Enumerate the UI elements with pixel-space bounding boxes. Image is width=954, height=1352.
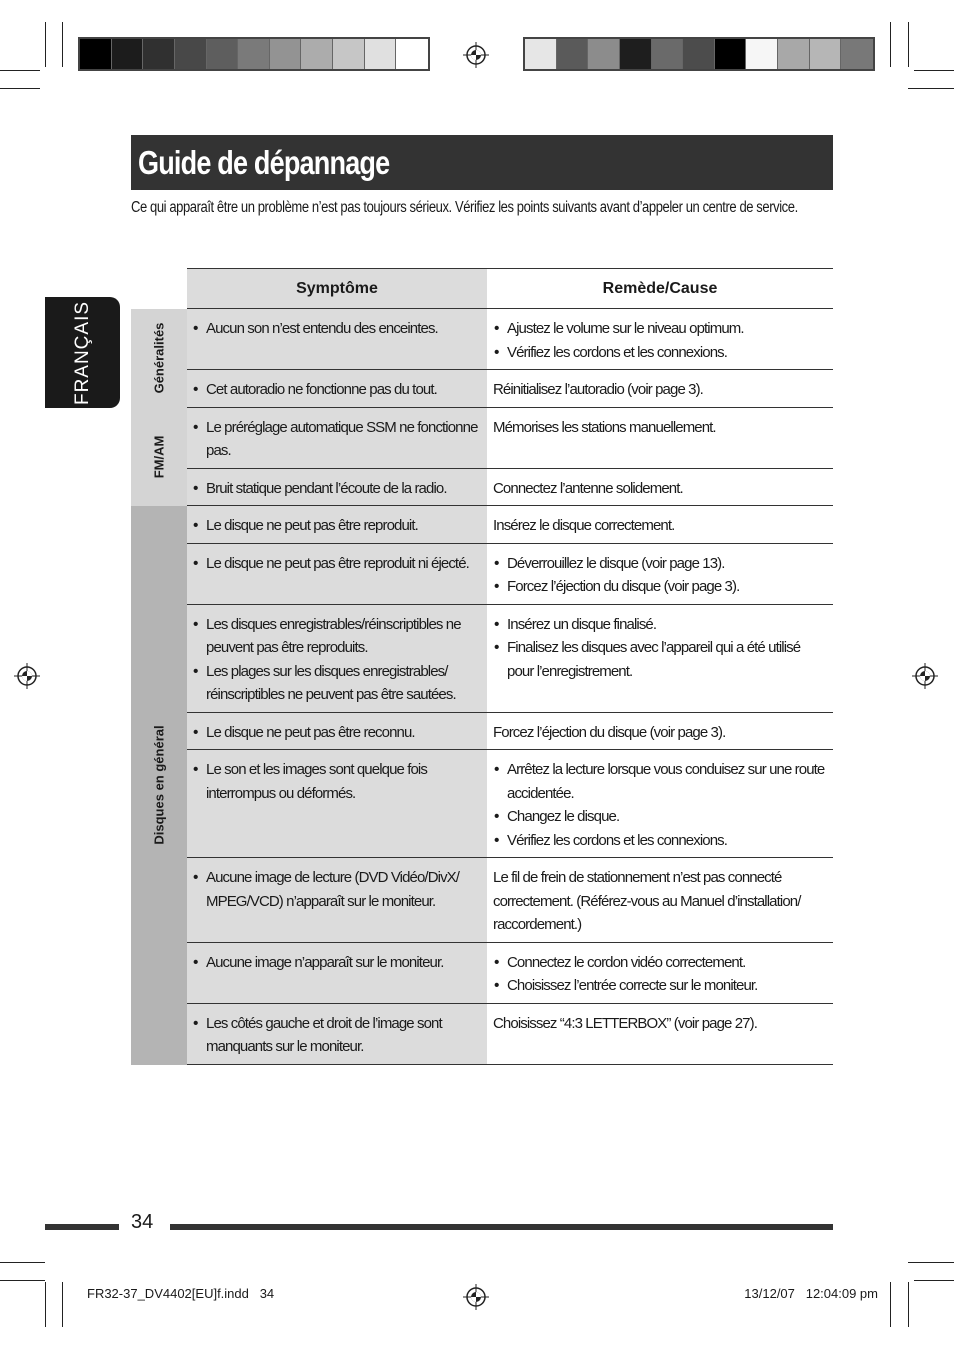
symptom-item bbox=[192, 514, 481, 538]
remedy-item bbox=[493, 341, 827, 365]
remedy-cell bbox=[487, 309, 833, 369]
crop-mark bbox=[62, 1282, 63, 1327]
remedy-cell bbox=[487, 1004, 833, 1064]
symptom-cell bbox=[187, 506, 487, 543]
remedy-text: Arrêtez la lecture lorsque vous conduisez sur une route accidentée. bbox=[507, 761, 825, 802]
color-swatch bbox=[557, 39, 589, 69]
registration-mark-icon bbox=[463, 42, 489, 68]
color-swatch bbox=[207, 39, 239, 69]
color-calibration-bar-right bbox=[523, 37, 875, 71]
remedy-text: Finalisez les disques avec l’appareil qui a été utilisé pour l’enregistrement. bbox=[507, 639, 801, 680]
crop-mark bbox=[890, 22, 891, 67]
remedy-cell bbox=[487, 943, 833, 1003]
table-group bbox=[131, 309, 833, 408]
symptom-item bbox=[192, 613, 481, 660]
remedy-text: Forcez l’éjection du disque (voir page 3). bbox=[507, 578, 740, 595]
remedy-text: Réinitialisez l’autoradio (voir page 3). bbox=[493, 381, 703, 398]
crop-mark bbox=[890, 1282, 891, 1327]
symptom-cell bbox=[187, 750, 487, 857]
footer-filename: FR32-37_DV4402[EU]f.indd 34 bbox=[87, 1286, 275, 1301]
symptom-text: Cet autoradio ne fonctionne pas du tout. bbox=[206, 381, 437, 398]
color-swatch bbox=[810, 39, 842, 69]
symptom-cell bbox=[187, 544, 487, 604]
crop-mark bbox=[0, 1280, 45, 1281]
remedy-cell bbox=[487, 408, 833, 468]
color-swatch bbox=[238, 39, 270, 69]
category-label: Généralités bbox=[151, 322, 167, 394]
crop-mark bbox=[45, 1282, 46, 1327]
remedy-text: Insérez un disque finalisé. bbox=[507, 615, 657, 633]
table-row bbox=[187, 1004, 833, 1065]
color-calibration-bar-left bbox=[78, 37, 430, 71]
crop-mark bbox=[914, 70, 954, 71]
color-swatch bbox=[333, 39, 365, 69]
remedy-text: Vérifiez les cordons et les connexions. bbox=[507, 831, 728, 849]
crop-mark bbox=[908, 1262, 954, 1263]
color-swatch bbox=[175, 39, 207, 69]
page-rule-left bbox=[45, 1224, 119, 1230]
symptom-item bbox=[192, 866, 481, 913]
registration-mark-icon bbox=[912, 663, 938, 689]
footer-timestamp: 13/12/07 12:04:09 pm bbox=[744, 1286, 878, 1301]
remedy-text: Mémorises les stations manuellement. bbox=[493, 418, 716, 436]
table-row bbox=[187, 713, 833, 751]
color-swatch bbox=[365, 39, 397, 69]
symptom-text: Le préréglage automatique SSM ne fonctionne pas. bbox=[206, 418, 478, 459]
language-tab-label: FRANÇAIS bbox=[71, 300, 93, 405]
remedy-cell bbox=[487, 750, 833, 857]
color-swatch bbox=[652, 39, 684, 69]
table-row bbox=[187, 750, 833, 858]
symptom-cell bbox=[187, 370, 487, 407]
remedy-cell bbox=[487, 544, 833, 604]
title-banner bbox=[131, 135, 833, 190]
page-rule-right bbox=[170, 1224, 833, 1230]
table-row bbox=[187, 605, 833, 713]
symptom-item bbox=[192, 660, 481, 707]
table-row bbox=[187, 370, 833, 408]
remedy-text: Déverrouillez le disque (voir page 13). bbox=[507, 554, 725, 572]
color-swatch bbox=[588, 39, 620, 69]
intro-paragraph bbox=[131, 196, 833, 219]
symptom-text: Les côtés gauche et droit de l’image sont manquants sur le moniteur. bbox=[206, 1014, 442, 1055]
color-swatch bbox=[778, 39, 810, 69]
crop-mark bbox=[0, 70, 40, 71]
remedy-cell bbox=[487, 469, 833, 506]
symptom-item bbox=[192, 1012, 481, 1059]
symptom-text: Aucune image n’apparaît sur le moniteur. bbox=[206, 953, 444, 971]
symptom-item bbox=[192, 721, 481, 745]
symptom-cell bbox=[187, 1004, 487, 1064]
crop-mark bbox=[908, 88, 954, 89]
symptom-cell bbox=[187, 713, 487, 750]
remedy-item bbox=[493, 805, 827, 829]
remedy-text: Connectez l’antenne solidement. bbox=[493, 479, 683, 497]
remedy-item bbox=[493, 974, 827, 998]
remedy-item bbox=[493, 758, 827, 805]
symptom-text: Les plages sur les disques enregistrables/ réinscriptibles ne peuvent pas être sautées. bbox=[206, 662, 456, 703]
color-swatch bbox=[270, 39, 302, 69]
category-cell bbox=[131, 408, 187, 507]
symptom-cell bbox=[187, 309, 487, 369]
remedy-item bbox=[493, 613, 827, 637]
registration-mark-icon bbox=[463, 1284, 489, 1310]
symptom-cell bbox=[187, 943, 487, 1003]
symptom-item bbox=[192, 317, 481, 341]
remedy-item bbox=[493, 317, 827, 341]
remedy-cell bbox=[487, 605, 833, 712]
table-body bbox=[131, 309, 833, 1065]
table-row bbox=[187, 858, 833, 943]
symptom-cell bbox=[187, 605, 487, 712]
color-swatch bbox=[143, 39, 175, 69]
color-swatch bbox=[301, 39, 333, 69]
category-label: FM/AM bbox=[151, 435, 167, 479]
color-swatch bbox=[683, 39, 715, 69]
remedy-cell bbox=[487, 713, 833, 750]
table-row bbox=[187, 408, 833, 469]
symptom-cell bbox=[187, 408, 487, 468]
page-title: Guide de dépannage bbox=[138, 143, 390, 181]
crop-mark bbox=[0, 1262, 45, 1263]
color-swatch bbox=[525, 39, 557, 69]
remedy-text: Forcez l’éjection du disque (voir page 3). bbox=[493, 723, 726, 741]
language-tab bbox=[45, 297, 120, 408]
symptom-text: Le disque ne peut pas être reconnu. bbox=[206, 723, 415, 741]
color-swatch bbox=[396, 39, 428, 69]
remedy-header: Remède/Cause bbox=[602, 280, 718, 297]
remedy-item bbox=[493, 552, 827, 576]
color-swatch bbox=[620, 39, 652, 69]
remedy-text: Insérez le disque correctement. bbox=[493, 517, 675, 534]
table-group bbox=[131, 506, 833, 1065]
remedy-item bbox=[493, 575, 827, 599]
table-group bbox=[131, 408, 833, 507]
page-number: 34 bbox=[131, 1211, 154, 1233]
remedy-cell bbox=[487, 506, 833, 543]
category-label: Disques en général bbox=[151, 725, 167, 845]
symptom-text: Aucune image de lecture (DVD Vidéo/DivX/ MPEG/VCD) n’apparaît sur le moniteur. bbox=[206, 869, 460, 910]
crop-mark bbox=[914, 1280, 954, 1281]
registration-mark-icon bbox=[14, 663, 40, 689]
remedy-text: Choisissez l’entrée correcte sur le moniteur. bbox=[507, 977, 758, 994]
crop-mark bbox=[62, 22, 63, 67]
category-cell bbox=[131, 506, 187, 1065]
table-row bbox=[187, 469, 833, 507]
symptom-item bbox=[192, 477, 481, 501]
symptom-header: Symptôme bbox=[187, 269, 487, 308]
symptom-item bbox=[192, 416, 481, 463]
table-row bbox=[187, 309, 833, 370]
symptom-text: Le disque ne peut pas être reproduit. bbox=[206, 517, 418, 534]
table-row bbox=[187, 943, 833, 1004]
color-swatch bbox=[80, 39, 112, 69]
symptom-text: Bruit statique pendant l’écoute de la radio. bbox=[206, 479, 447, 497]
remedy-cell bbox=[487, 858, 833, 942]
symptom-item bbox=[192, 951, 481, 975]
crop-mark bbox=[45, 22, 46, 67]
color-swatch bbox=[746, 39, 778, 69]
remedy-cell bbox=[487, 370, 833, 407]
crop-mark bbox=[908, 22, 909, 67]
remedy-text: Choisissez “4:3 LETTERBOX” (voir page 27). bbox=[493, 1014, 757, 1032]
symptom-cell bbox=[187, 858, 487, 942]
color-swatch bbox=[715, 39, 747, 69]
category-cell bbox=[131, 309, 187, 408]
symptom-item bbox=[192, 552, 481, 576]
table-row bbox=[187, 506, 833, 544]
remedy-item bbox=[493, 951, 827, 975]
crop-mark bbox=[0, 88, 40, 89]
remedy-text: Vérifiez les cordons et les connexions. bbox=[507, 343, 728, 361]
troubleshooting-table bbox=[131, 268, 833, 1065]
remedy-text: Le fil de frein de stationnement n’est pas connecté correctement. (Référez-vous au Manuel d’installation/ raccordement.) bbox=[493, 869, 801, 933]
remedy-item bbox=[493, 636, 827, 683]
remedy-item bbox=[493, 829, 827, 853]
symptom-text: Les disques enregistrables/réinscriptibles ne peuvent pas être reproduits. bbox=[206, 615, 461, 656]
color-swatch bbox=[112, 39, 144, 69]
symptom-item bbox=[192, 758, 481, 805]
symptom-item bbox=[192, 378, 481, 402]
symptom-text: Aucun son n’est entendu des enceintes. bbox=[206, 320, 438, 337]
symptom-cell bbox=[187, 469, 487, 506]
remedy-text: Ajustez le volume sur le niveau optimum. bbox=[507, 320, 744, 337]
color-swatch bbox=[841, 39, 873, 69]
crop-mark bbox=[908, 1282, 909, 1327]
remedy-text: Connectez le cordon vidéo correctement. bbox=[507, 953, 746, 971]
table-row bbox=[187, 544, 833, 605]
remedy-text: Changez le disque. bbox=[507, 808, 620, 825]
symptom-text: Le disque ne peut pas être reproduit ni éjecté. bbox=[206, 554, 469, 572]
symptom-text: Le son et les images sont quelque fois interrompus ou déformés. bbox=[206, 761, 427, 802]
intro-text: Ce qui apparaît être un problème n’est pas toujours sérieux. Vérifiez les points suivants avant d’appeler un centre de service. bbox=[131, 199, 798, 216]
table-header bbox=[187, 268, 833, 309]
